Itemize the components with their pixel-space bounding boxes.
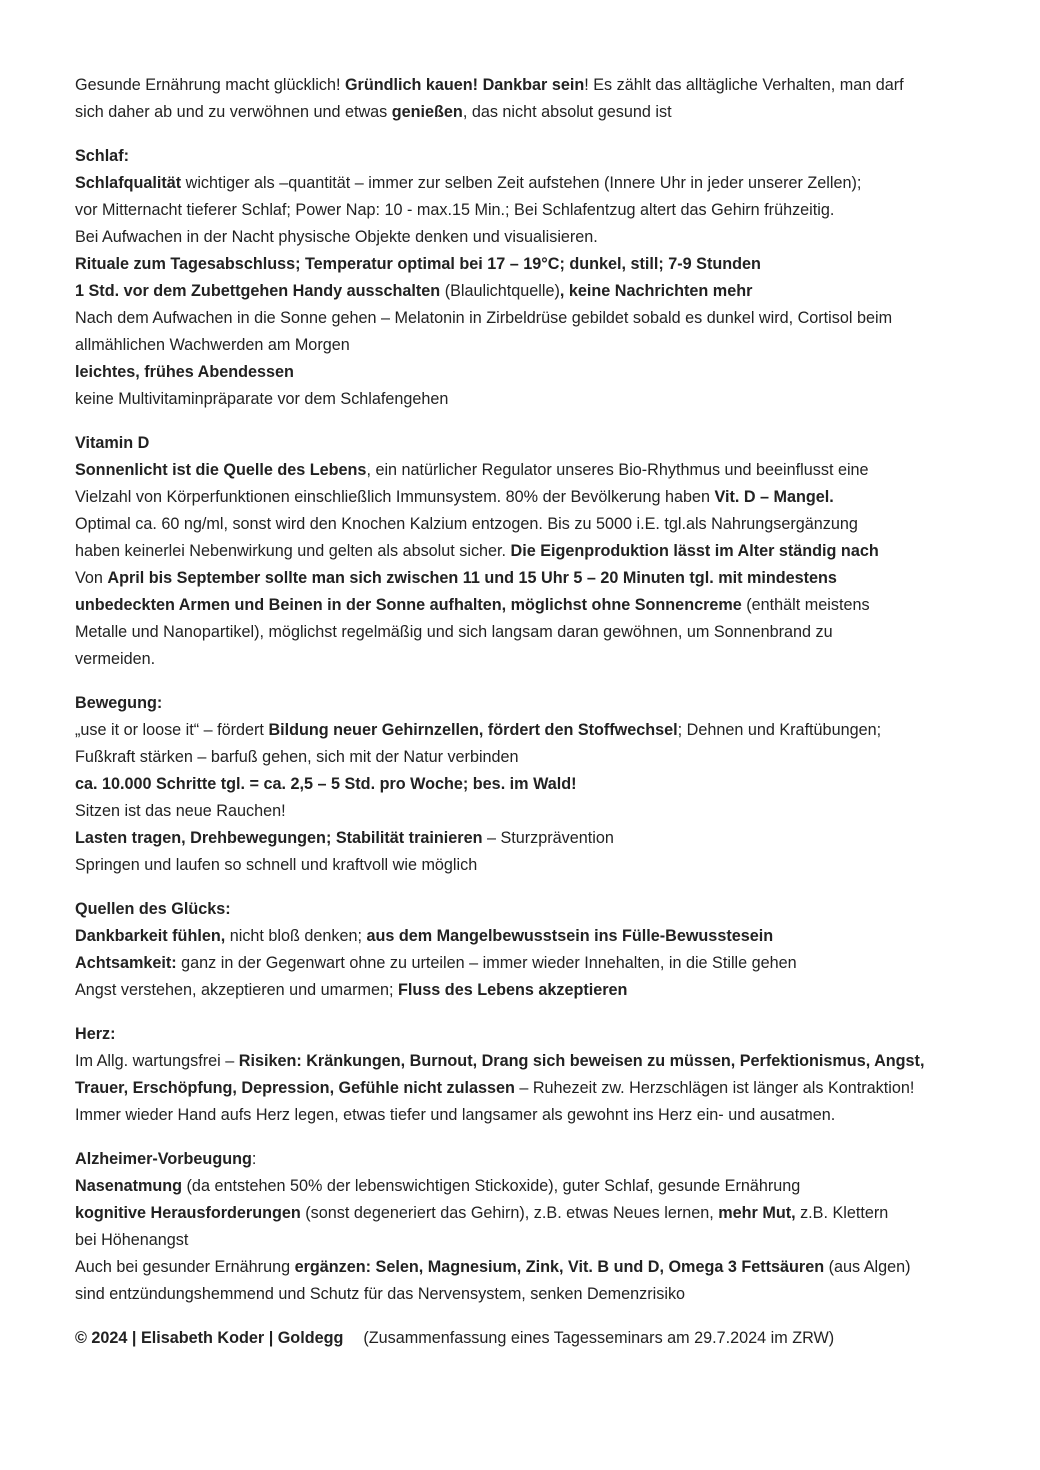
section-line <box>75 717 980 744</box>
text-run: Auch bei gesunder Ernährung <box>75 1258 295 1276</box>
section-heading-text: Schlaf: <box>75 147 129 165</box>
section-heading-text: Quellen des Glücks: <box>75 900 231 918</box>
intro-line <box>75 72 980 99</box>
sections-container <box>75 143 980 1308</box>
text-run: (enthält meistens <box>741 596 870 614</box>
text-run: keine Multivitaminpräparate vor dem Schlafengehen <box>75 390 449 408</box>
bold-text: , keine Nachrichten mehr <box>559 282 753 300</box>
section-line <box>75 457 980 484</box>
section-heading <box>75 1021 980 1048</box>
section-line <box>75 332 980 359</box>
text-run: ! Es zählt das alltägliche Verhalten, man darf <box>584 76 904 94</box>
footer-note: (Zusammenfassung eines Tagesseminars am 29.7.2024 im ZRW) <box>363 1329 835 1347</box>
text-run: Metalle und Nanopartikel), möglichst regelmäßig und sich langsam daran gewöhnen, um Sonnenbrand zu <box>75 623 833 641</box>
bold-text: aus dem Mangelbewusstsein ins Fülle-Bewusstesein <box>366 927 774 945</box>
text-run: – Sturzprävention <box>482 829 614 847</box>
section-line <box>75 305 980 332</box>
text-run: Vielzahl von Körperfunktionen einschließlich Immunsystem. 80% der Bevölkerung haben <box>75 488 715 506</box>
text-run: allmählichen Wachwerden am Morgen <box>75 336 350 354</box>
bold-text: Dankbarkeit fühlen, <box>75 927 226 945</box>
text-run: Sitzen ist das neue Rauchen! <box>75 802 286 820</box>
text-run: (sonst degeneriert das Gehirn), z.B. etwas Neues lernen, <box>300 1204 719 1222</box>
section-line <box>75 538 980 565</box>
section <box>75 430 980 673</box>
bold-text: Rituale zum Tagesabschluss; Temperatur optimal bei 17 – 19°C; dunkel, still; 7-9 Stunden <box>75 255 761 273</box>
section-heading <box>75 430 980 457</box>
text-run: , ein natürlicher Regulator unseres Bio-Rhythmus und beeinflusst eine <box>366 461 869 479</box>
bold-text: Vit. D – Mangel. <box>714 488 834 506</box>
section <box>75 143 980 413</box>
text-run: Springen und laufen so schnell und kraftvoll wie möglich <box>75 856 478 874</box>
bold-text: unbedeckten Armen und Beinen in der Sonne aufhalten, möglichst ohne Sonnencreme <box>75 596 742 614</box>
section-line <box>75 386 980 413</box>
text-run: vor Mitternacht tieferer Schlaf; Power Nap: 10 - max.15 Min.; Bei Schlafentzug altert das Gehirn frühzeitig. <box>75 201 835 219</box>
section-line <box>75 359 980 386</box>
section-line <box>75 619 980 646</box>
section-heading-text: Bewegung: <box>75 694 163 712</box>
bold-text: Nasenatmung <box>75 1177 183 1195</box>
text-run: vermeiden. <box>75 650 156 668</box>
text-run: Fußkraft stärken – barfuß gehen, sich mit der Natur verbinden <box>75 748 519 766</box>
bold-text: leichtes, frühes Abendessen <box>75 363 294 381</box>
section-line <box>75 852 980 879</box>
section-line <box>75 1075 980 1102</box>
bold-text: April bis September sollte man sich zwischen 11 und 15 Uhr 5 – 20 Minuten tgl. mit mindestens <box>107 569 837 587</box>
footer-copyright: © 2024 | Elisabeth Koder | Goldegg <box>75 1329 344 1347</box>
text-run: Im Allg. wartungsfrei – <box>75 1052 239 1070</box>
intro-paragraph <box>75 72 980 126</box>
section-line <box>75 1254 980 1281</box>
section-line <box>75 511 980 538</box>
bold-text: Fluss des Lebens akzeptieren <box>398 981 628 999</box>
text-run: „use it or loose it“ – fördert <box>75 721 269 739</box>
bold-text: Trauer, Erschöpfung, Depression, Gefühle nicht zulassen <box>75 1079 515 1097</box>
text-run: Nach dem Aufwachen in die Sonne gehen – Melatonin in Zirbeldrüse gebildet sobald es dunkel wird, Cortisol beim <box>75 309 893 327</box>
section-line <box>75 1281 980 1308</box>
section <box>75 1146 980 1308</box>
text-run: haben keinerlei Nebenwirkung und gelten als absolut sicher. <box>75 542 511 560</box>
text-run: Optimal ca. 60 ng/ml, sonst wird den Knochen Kalzium entzogen. Bis zu 5000 i.E. tgl.als Nahrungsergänzung <box>75 515 858 533</box>
section-line <box>75 1200 980 1227</box>
bold-text: Risiken: Kränkungen, Burnout, Drang sich beweisen zu müssen, Perfektionismus, Angst, <box>238 1052 925 1070</box>
text-run: bei Höhenangst <box>75 1231 189 1249</box>
text-run: , das nicht absolut gesund ist <box>462 103 672 121</box>
bold-text: 1 Std. vor dem Zubettgehen Handy ausschalten <box>75 282 441 300</box>
text-run: (da entstehen 50% der lebenswichtigen Stickoxide), guter Schlaf, gesunde Ernährung <box>182 1177 801 1195</box>
section-line <box>75 950 980 977</box>
section <box>75 896 980 1004</box>
section-line <box>75 592 980 619</box>
section <box>75 690 980 879</box>
section-heading-text: Alzheimer-Vorbeugung <box>75 1150 252 1168</box>
bold-text: mehr Mut, <box>718 1204 796 1222</box>
section-line <box>75 977 980 1004</box>
text-run: ganz in der Gegenwart ohne zu urteilen – immer wieder Innehalten, in die Stille gehen <box>176 954 797 972</box>
text-run: Von <box>75 569 108 587</box>
text-run: Bei Aufwachen in der Nacht physische Objekte denken und visualisieren. <box>75 228 598 246</box>
section-line <box>75 825 980 852</box>
section-line <box>75 1102 980 1129</box>
section-heading-text: Herz: <box>75 1025 116 1043</box>
section-heading <box>75 143 980 170</box>
intro-line <box>75 99 980 126</box>
section-line <box>75 1048 980 1075</box>
section-line <box>75 744 980 771</box>
text-run: Angst verstehen, akzeptieren und umarmen; <box>75 981 399 999</box>
section-heading-text: Vitamin D <box>75 434 150 452</box>
section-heading <box>75 690 980 717</box>
bold-text: Sonnenlicht ist die Quelle des Lebens <box>75 461 367 479</box>
section-line <box>75 1173 980 1200</box>
section <box>75 1021 980 1129</box>
section-line <box>75 278 980 305</box>
text-run: sind entzündungshemmend und Schutz für das Nervensystem, senken Demenzrisiko <box>75 1285 686 1303</box>
bold-text: genießen <box>391 103 463 121</box>
bold-text: kognitive Herausforderungen <box>75 1204 301 1222</box>
section-line <box>75 224 980 251</box>
section-line <box>75 923 980 950</box>
section-heading <box>75 1146 980 1173</box>
bold-text: Schlafqualität <box>75 174 182 192</box>
section-line <box>75 484 980 511</box>
bold-text: Die Eigenproduktion lässt im Alter ständig nach <box>510 542 879 560</box>
text-run: (Blaulichtquelle) <box>440 282 560 300</box>
section-line <box>75 170 980 197</box>
text-run: Immer wieder Hand aufs Herz legen, etwas tiefer und langsamer als gewohnt ins Herz ein- und ausatmen. <box>75 1106 836 1124</box>
section-line <box>75 1227 980 1254</box>
bold-text: ca. 10.000 Schritte tgl. = ca. 2,5 – 5 Std. pro Woche; bes. im Wald! <box>75 775 577 793</box>
footer <box>75 1325 980 1352</box>
bold-text: ergänzen: Selen, Magnesium, Zink, Vit. B und D, Omega 3 Fettsäuren <box>294 1258 825 1276</box>
text-run: wichtiger als –quantität – immer zur selben Zeit aufstehen (Innere Uhr in jeder unserer Zellen); <box>181 174 862 192</box>
section-heading-suffix: : <box>251 1150 257 1168</box>
text-run: sich daher ab und zu verwöhnen und etwas <box>75 103 392 121</box>
text-run: (aus Algen) <box>824 1258 911 1276</box>
section-line <box>75 197 980 224</box>
bold-text: Bildung neuer Gehirnzellen, fördert den Stoffwechsel <box>268 721 678 739</box>
text-run: nicht bloß denken; <box>225 927 367 945</box>
text-run: – Ruhezeit zw. Herzschlägen ist länger als Kontraktion! <box>514 1079 915 1097</box>
text-run: Gesunde Ernährung macht glücklich! <box>75 76 345 94</box>
section-line <box>75 771 980 798</box>
bold-text: Lasten tragen, Drehbewegungen; Stabilität trainieren <box>75 829 483 847</box>
bold-text: Achtsamkeit: <box>75 954 177 972</box>
section-line <box>75 646 980 673</box>
section-line <box>75 565 980 592</box>
bold-text: Gründlich kauen! Dankbar sein <box>344 76 585 94</box>
section-line <box>75 251 980 278</box>
section-heading <box>75 896 980 923</box>
section-line <box>75 798 980 825</box>
text-run: z.B. Klettern <box>795 1204 889 1222</box>
text-run: ; Dehnen und Kraftübungen; <box>677 721 882 739</box>
